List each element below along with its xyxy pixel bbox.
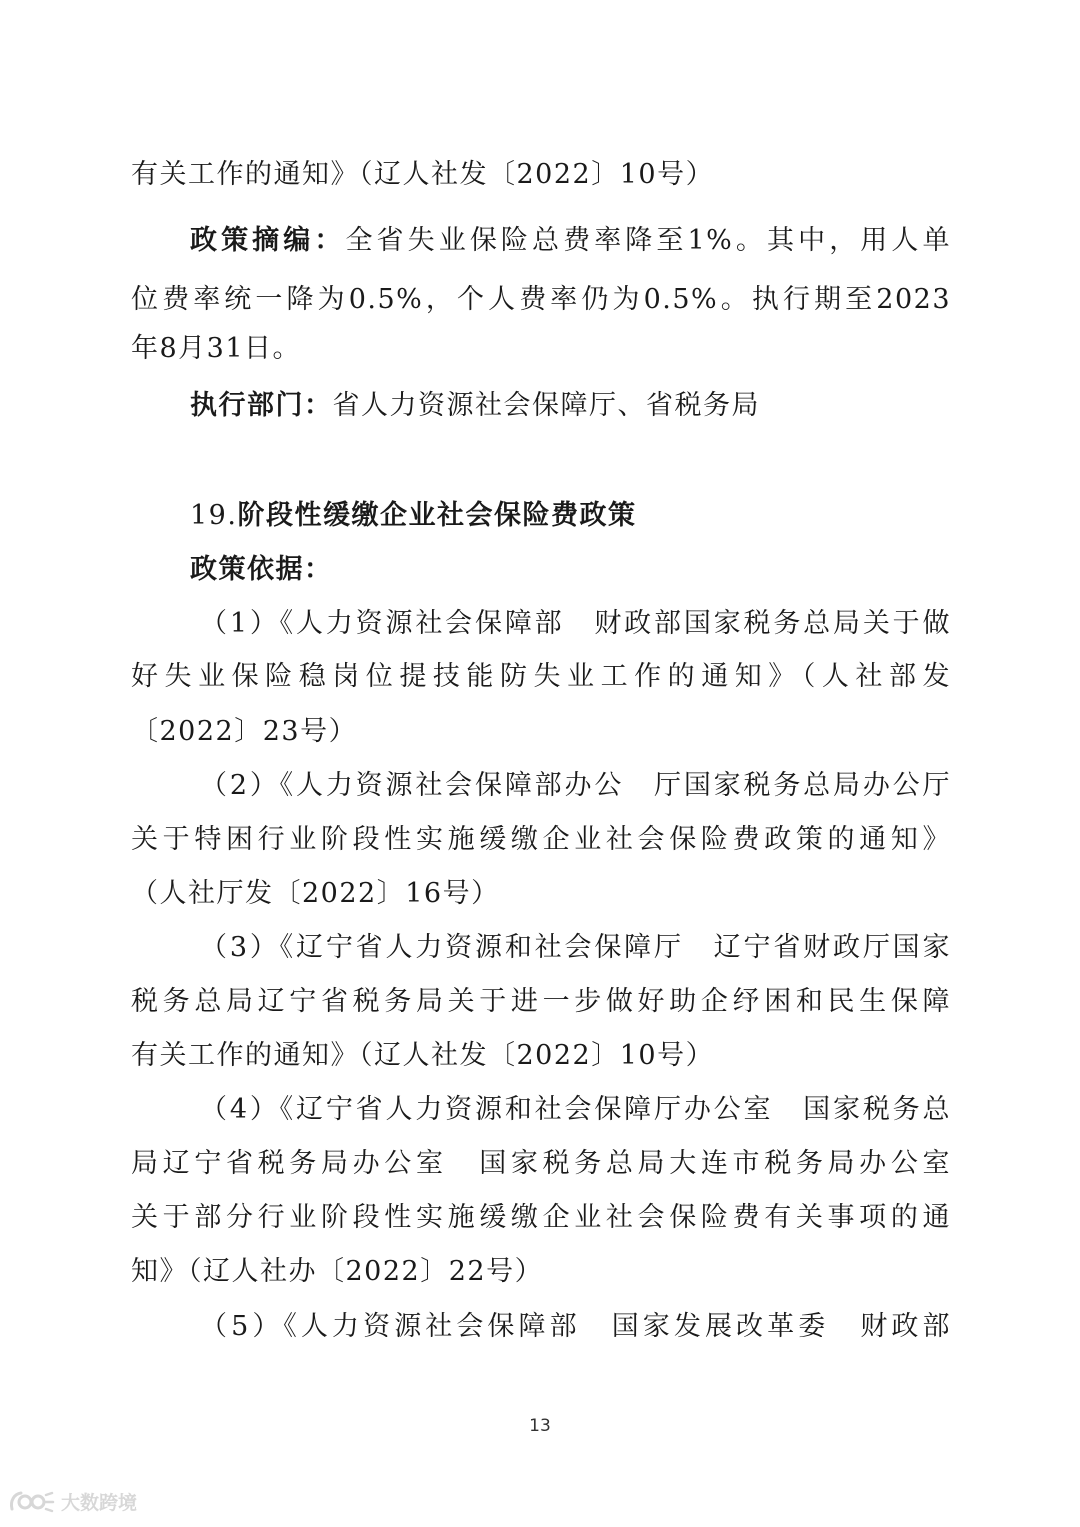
text-line: 税务总局辽宁省税务局关于进一步做好助企纾困和民生保障 <box>131 986 951 1017</box>
text-line: 全省失业保险总费率降至1%。其中，用人单 <box>345 225 951 256</box>
section-number: 19. <box>190 500 238 531</box>
text-line: 知》（辽人社办〔2022〕22号） <box>131 1256 544 1287</box>
text-line: （1）《人力资源社会保障部 财政部国家税务总局关于做 <box>200 608 951 639</box>
text-line: 有关工作的通知》（辽人社发〔2022〕10号） <box>131 1040 715 1071</box>
text-line: 省人力资源社会保障厅、省税务局 <box>332 390 760 421</box>
section-heading <box>190 498 951 534</box>
policy-basis-label: 政策依据： <box>190 554 333 585</box>
text-line: 关于部分行业阶段性实施缓缴企业社会保险费有关事项的通 <box>131 1202 951 1233</box>
watermark-text: 大数跨境 <box>61 1492 138 1514</box>
text-line: 局辽宁省税务局办公室 国家税务总局大连市税务局办公室 <box>131 1148 951 1179</box>
text-line: 年8月31日。 <box>131 333 302 364</box>
text-line: （2）《人力资源社会保障部办公 厅国家税务总局办公厅 <box>200 770 951 801</box>
text-line: 位费率统一降为0.5%，个人费率仍为0.5%。执行期至2023 <box>131 284 951 315</box>
page-number: 13 <box>529 1416 551 1436</box>
text-line: 好失业保险稳岗位提技能防失业工作的通知》（人社部发 <box>131 661 951 692</box>
policy-summary-label: 政策摘编： <box>190 225 346 256</box>
watermark-logo-icon <box>8 1489 56 1515</box>
department-label: 执行部门： <box>190 390 333 421</box>
text-line: （4）《辽宁省人力资源和社会保障厅办公室 国家税务总 <box>200 1094 951 1125</box>
text-line: 〔2022〕23号） <box>131 716 358 747</box>
section-title: 阶段性缓缴企业社会保险费政策 <box>237 500 637 531</box>
text-line: 有关工作的通知》（辽人社发〔2022〕10号） <box>131 159 715 190</box>
department-line <box>190 388 951 424</box>
watermark <box>8 1488 137 1515</box>
text-line: （5）《人力资源社会保障部 国家发展改革委 财政部 <box>200 1311 951 1342</box>
text-line: 关于特困行业阶段性实施缓缴企业社会保险费政策的通知》 <box>131 824 951 855</box>
text-line: （人社厅发〔2022〕16号） <box>131 878 500 909</box>
policy-summary-line <box>190 223 951 259</box>
text-line: （3）《辽宁省人力资源和社会保障厅 辽宁省财政厅国家 <box>200 932 951 963</box>
